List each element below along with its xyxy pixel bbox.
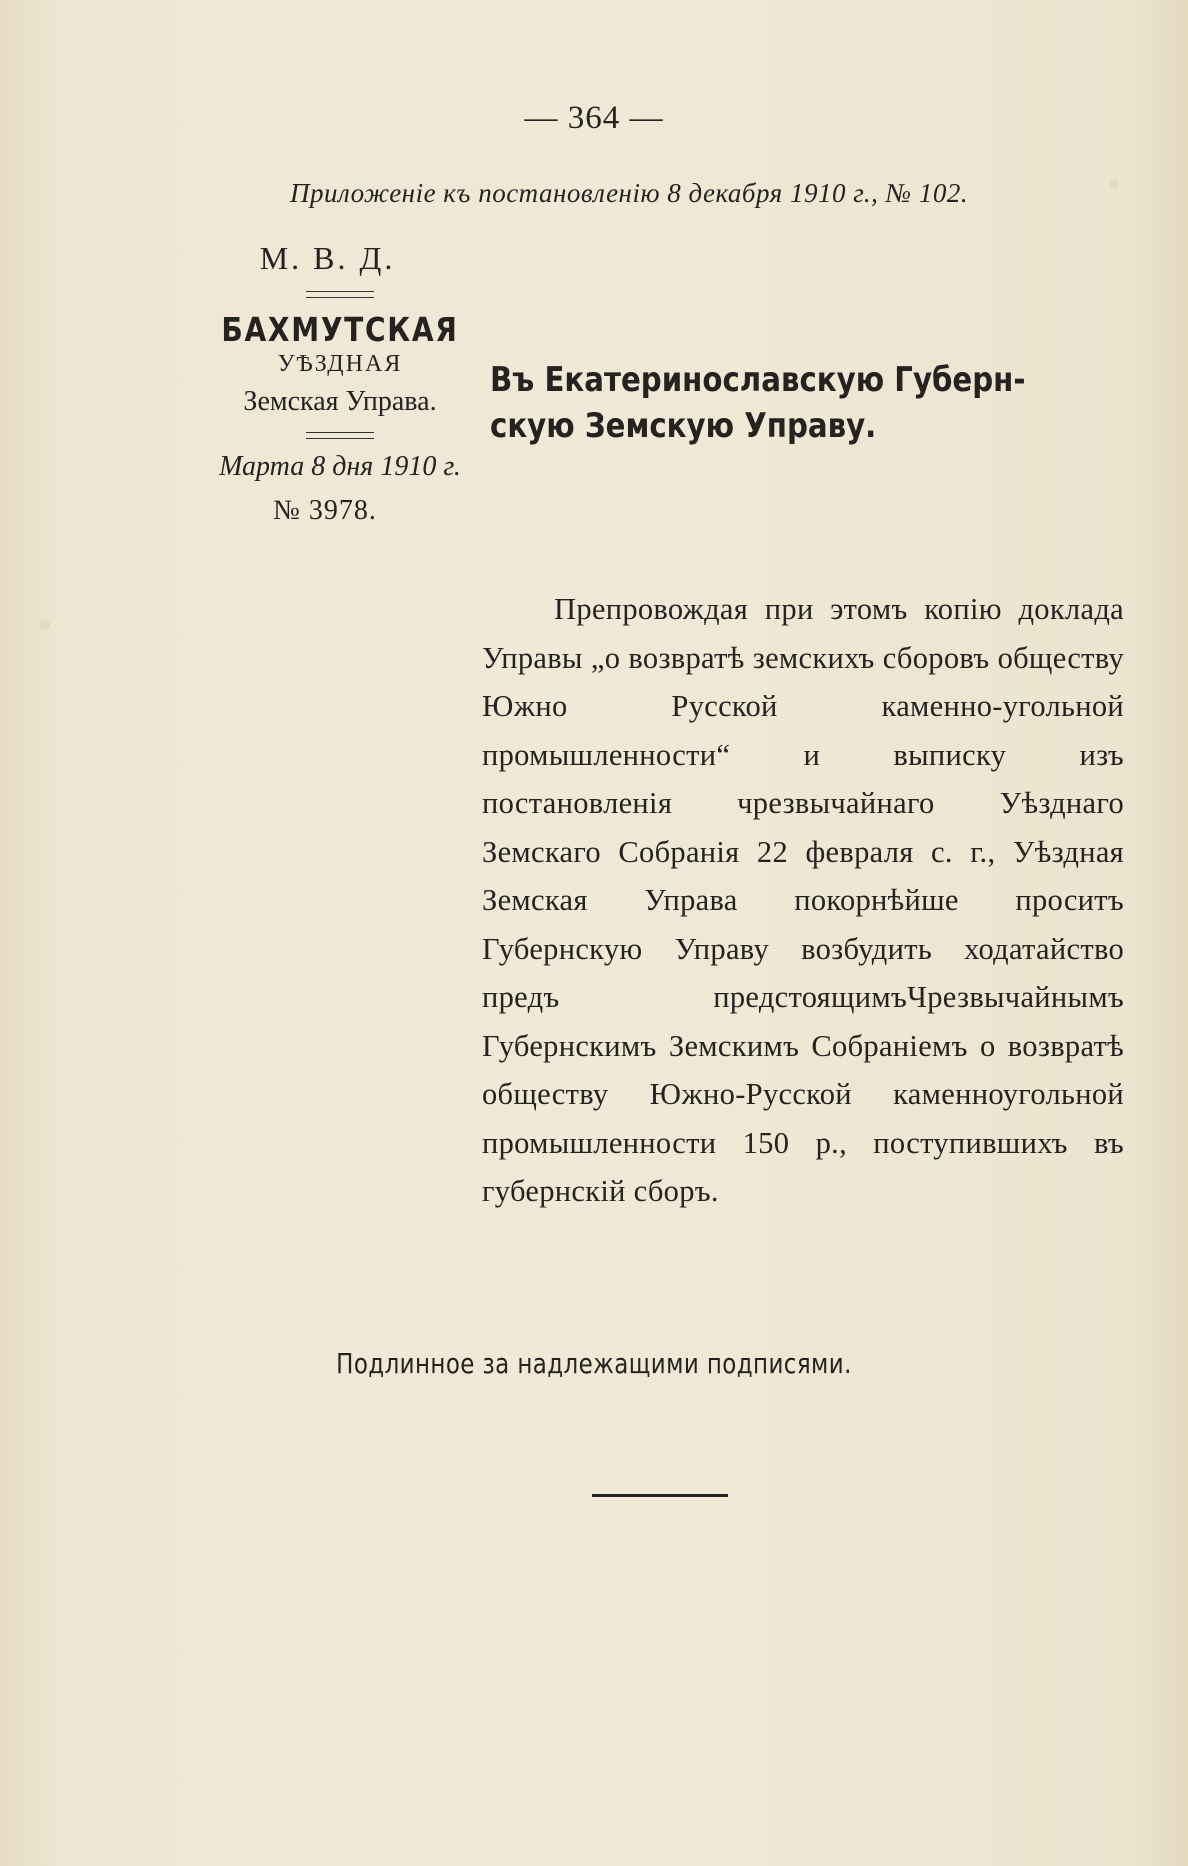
- page-number: — 364 —: [524, 100, 664, 136]
- letter-number: № 3978.: [273, 495, 377, 526]
- appendix-note: Приложеніе къ постановленію 8 декабря 1910 г., № 102.: [290, 178, 969, 208]
- letter-date: Марта 8 дня 1910 г.: [219, 451, 461, 482]
- org-main-title: Земская Управа.: [243, 386, 437, 417]
- org-name: БАХМУТСКАЯ: [221, 310, 459, 349]
- double-rule: [306, 291, 374, 298]
- addressee-line-2: скую Земскую Управу.: [490, 406, 877, 446]
- sender-block: [190, 240, 490, 527]
- closing-note: Подлинное за надлежащими подписями.: [336, 1347, 852, 1380]
- addressee-line-1: Въ Екатеринославскую Губерн-: [490, 360, 1026, 400]
- paper-stain: [40, 620, 50, 630]
- paper-stain: [1110, 180, 1118, 188]
- letter-body: [482, 585, 1124, 1216]
- double-rule: [306, 432, 374, 439]
- body-paragraph: Препровождая при этомъ копію доклада Управы „о возвратѣ земскихъ сборовъ обществу Южно Русской каменно-угольной промышленности“ и выписку изъ постановленія чрезвычайнаго Уѣзднаго Земскаго Собранія 22 февраля с. г., Уѣздная Земская Управа покорнѣйше проситъ Губернскую Управу возбудить ходатайство предъ предстоящимъЧрезвычайнымъ Губернскимъ Земскимъ Собраніемъ о возвратѣ обществу Южно-Русской каменноугольной промышленности 150 р., поступившихъ въ губернскій сборъ.: [482, 592, 1124, 1208]
- org-subtitle: УѢЗДНАЯ: [277, 351, 403, 377]
- ministry-abbrev: М. В. Д.: [259, 240, 396, 276]
- end-rule: [592, 1494, 728, 1497]
